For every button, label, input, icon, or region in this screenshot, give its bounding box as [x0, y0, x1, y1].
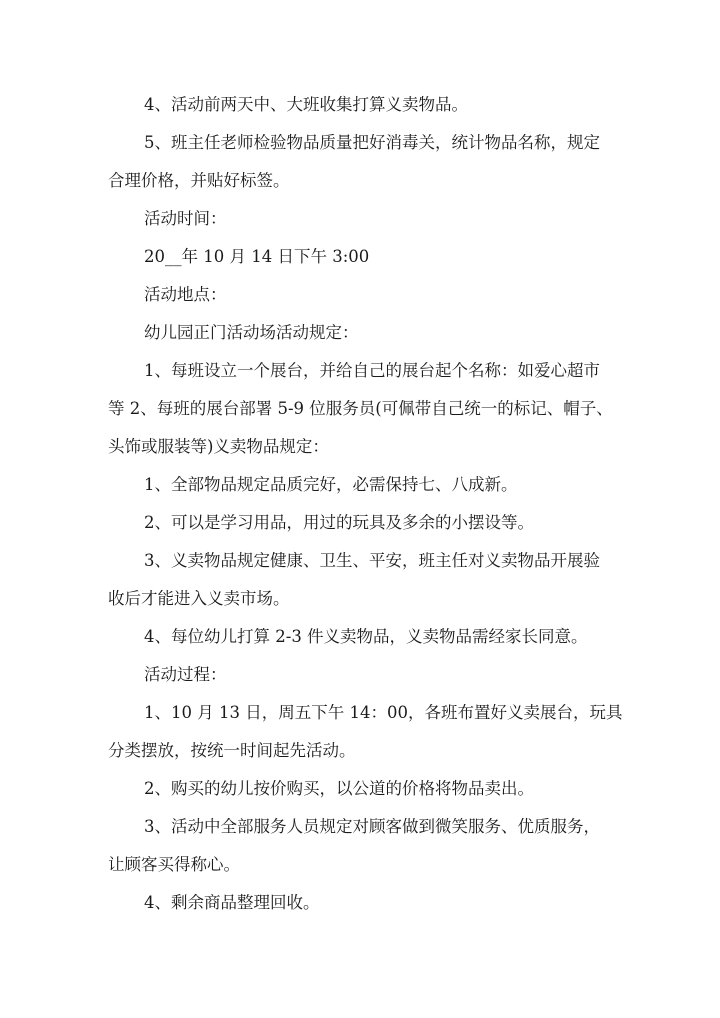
text-line: 收后才能进入义卖市场。: [108, 589, 290, 608]
text-line: 分类摆放，按统一时间起先活动。: [108, 741, 356, 760]
text-line: 4、每位幼儿打算 2-3 件义卖物品，义卖物品需经家长同意。: [144, 627, 588, 646]
text-line: 2、购买的幼儿按价购买，以公道的价格将物品卖出。: [144, 779, 534, 798]
text-line: 20__年 10 月 14 日下午 3:00: [144, 247, 370, 266]
text-line: 让顾客买得称心。: [108, 855, 240, 874]
text-line: 4、活动前两天中、大班收集打算义卖物品。: [144, 95, 468, 114]
text-line: 合理价格，并贴好标签。: [108, 171, 290, 190]
text-line: 头饰或服装等)义卖物品规定：: [108, 437, 329, 456]
text-line: 4、剩余商品整理回收。: [144, 893, 320, 912]
text-line: 2、可以是学习用品，用过的玩具及多余的小摆设等。: [144, 513, 534, 532]
text-line: 5、班主任老师检验物品质量把好消毒关，统计物品名称，规定: [144, 133, 600, 152]
text-line: 活动地点：: [144, 285, 227, 304]
text-line: 1、每班设立一个展台，并给自己的展台起个名称：如爱心超市: [144, 361, 600, 380]
text-line: 1、全部物品规定品质完好，必需保持七、八成新。: [144, 475, 518, 494]
text-line: 1、10 月 13 日，周五下午 14：00，各班布置好义卖展台，玩具: [144, 703, 623, 722]
text-line: 3、义卖物品规定健康、卫生、平安，班主任对义卖物品开展验: [144, 551, 600, 570]
text-line: 活动时间：: [144, 209, 227, 228]
text-line: 等 2、每班的展台部署 5-9 位服务员(可佩带自己统一的标记、帽子、: [108, 399, 613, 418]
text-line: 3、活动中全部服务人员规定对顾客做到微笑服务、优质服务，: [144, 817, 600, 836]
text-line: 活动过程：: [144, 665, 227, 684]
text-line: 幼儿园正门活动场活动规定：: [144, 323, 359, 342]
